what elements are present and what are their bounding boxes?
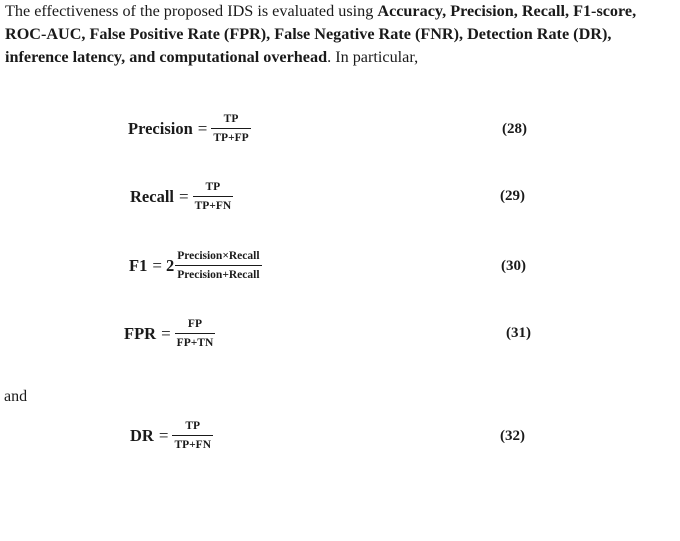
equals-sign: = (161, 323, 171, 343)
equals-sign: = (152, 255, 162, 275)
equation-f1 (129, 249, 262, 282)
fraction-numerator: TP (185, 420, 201, 432)
fraction-numerator: FP (187, 318, 202, 330)
equation-lhs: Precision (128, 118, 193, 138)
equation-number: (29) (500, 188, 525, 204)
equation-coefficient: 2 (165, 255, 175, 275)
equation-number: (32) (500, 428, 525, 444)
fraction (175, 317, 216, 350)
intro-text-end: . In particular, (327, 48, 419, 66)
equation-lhs: F1 (129, 255, 148, 275)
fraction-denominator: FP+TN (175, 333, 216, 350)
fraction-denominator: TP+FN (172, 435, 213, 452)
fraction-numerator: TP (205, 181, 221, 193)
equals-sign: = (158, 425, 169, 445)
equals-sign: = (178, 186, 189, 206)
equation-number: (30) (501, 258, 526, 274)
equation-number: (28) (502, 121, 527, 137)
fraction-denominator: TP+FN (193, 196, 234, 213)
fraction-numerator: Precision×Recall (177, 250, 260, 262)
equals-sign: = (197, 118, 208, 138)
equation-fpr (124, 317, 215, 350)
fraction-numerator: TP (223, 113, 239, 125)
metrics-list: Accuracy, Precision, Recall, F1-score, ROC-AUC, False Positive Rate (FPR), False Negative Rate (FNR), Detection Rate (DR), inference latency, and computational overhead (5, 2, 637, 66)
equation-dr (130, 419, 213, 452)
equation-number: (31) (506, 325, 531, 341)
fraction (211, 112, 250, 145)
fraction (175, 249, 261, 282)
fraction (193, 180, 234, 213)
intro-paragraph (5, 0, 673, 69)
fraction-denominator: Precision+Recall (175, 265, 261, 282)
equation-lhs: DR (130, 425, 154, 445)
equation-lhs: FPR (124, 323, 157, 343)
connector-text: and (4, 388, 28, 405)
equation-lhs: Recall (130, 186, 174, 206)
fraction-denominator: TP+FP (211, 128, 250, 145)
intro-text-start: The effectiveness of the proposed IDS is evaluated using (5, 2, 378, 20)
equation-recall (130, 180, 233, 213)
fraction (172, 419, 213, 452)
equation-precision (128, 112, 251, 145)
